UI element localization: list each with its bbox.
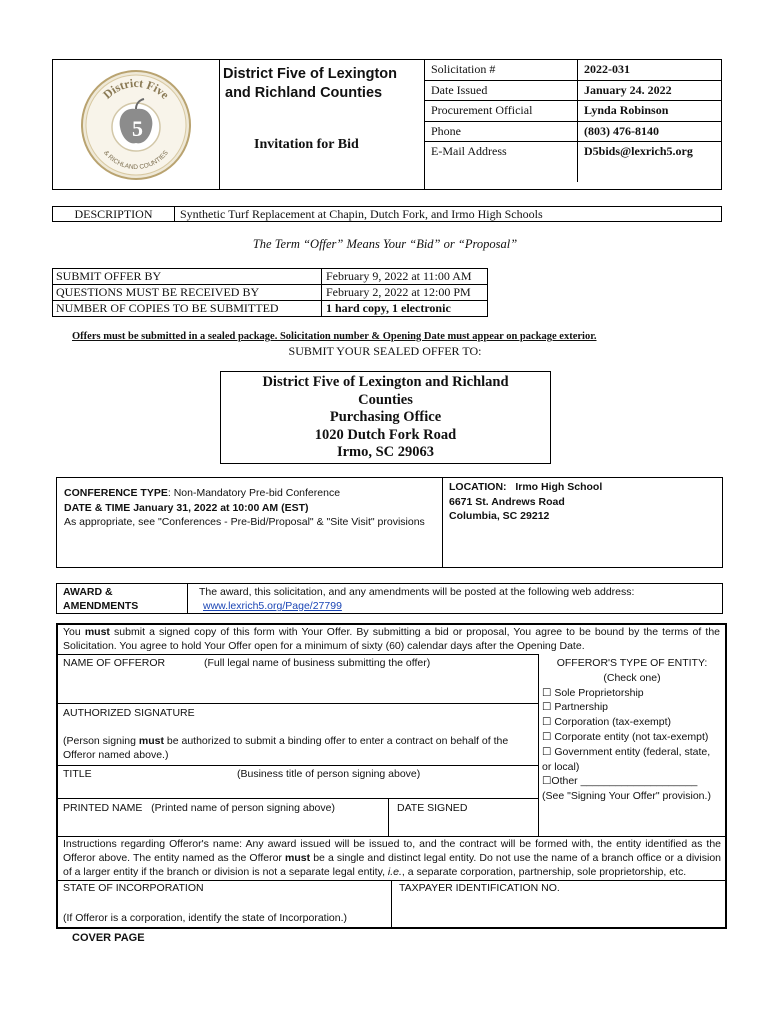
submit-to-heading: SUBMIT YOUR SEALED OFFER TO: — [288, 344, 482, 358]
submission-row — [53, 285, 487, 301]
entity-title: OFFEROR'S TYPE OF ENTITY: — [556, 657, 708, 669]
taxpayer-id-field[interactable] — [392, 881, 725, 927]
mailing-address-box — [220, 371, 551, 464]
logo-text-bottom: & RICHLAND COUNTIES — [102, 149, 170, 172]
address-line: Purchasing Office — [329, 409, 442, 425]
submission-row — [53, 269, 487, 285]
address-line: Counties — [358, 391, 413, 408]
entity-option-partnership[interactable]: ☐ Partnership — [542, 701, 609, 714]
offeror-name-instructions: Instructions regarding Offeror's name: Any award issued will be issued to, and the contract will be formed with, the entity identified as the Offeror above. The entity named as the Offeror must be a single and distinct legal entity. Do not use the name of a branch office or a division of a larger entity if the branch or division is not a separate legal entity, i.e., a separate corporation, partnership, sole proprietorship, etc. — [63, 838, 722, 879]
signature-label: AUTHORIZED SIGNATURE — [63, 707, 195, 719]
cover-page-label: COVER PAGE — [72, 932, 145, 944]
info-row — [425, 60, 721, 81]
address-line: 1020 Dutch Fork Road — [314, 426, 457, 443]
submission-label: QUESTIONS MUST BE RECEIVED BY — [53, 285, 322, 300]
doc-type: Invitation for Bid — [254, 137, 359, 152]
entity-option-corporation-tax-exempt[interactable]: ☐ Corporation (tax-exempt) — [542, 716, 672, 729]
award-text: The award, this solicitation, and any amendments will be posted at the following web address: — [199, 586, 635, 598]
state-of-incorporation-field[interactable] — [58, 881, 391, 927]
info-label: Procurement Official — [425, 101, 578, 121]
authorized-signature-field[interactable] — [58, 704, 538, 766]
info-label: Solicitation # — [425, 60, 578, 80]
date-signed-label: DATE SIGNED — [397, 802, 468, 814]
offeror-name-field[interactable] — [58, 655, 538, 703]
offer-note: The Term “Offer” Means Your “Bid” or “Proposal” — [252, 237, 518, 251]
conference-datetime: DATE & TIME January 31, 2022 at 10:00 AM (EST) — [64, 501, 309, 514]
location-label: LOCATION: — [449, 481, 507, 493]
description-label: DESCRIPTION — [53, 207, 175, 221]
solicitation-number: 2022-031 — [584, 62, 630, 76]
submit-offer-by: February 9, 2022 at 11:00 AM — [326, 269, 472, 283]
address-line: Irmo, SC 29063 — [336, 444, 435, 460]
questions-deadline: February 2, 2022 at 12:00 PM — [326, 285, 471, 299]
state-label: STATE OF INCORPORATION — [63, 882, 204, 894]
conference-type-label: CONFERENCE TYPE — [64, 487, 168, 499]
state-hint: (If Offeror is a corporation, identify the state of Incorporation.) — [63, 912, 348, 924]
award-url-link[interactable]: www.lexrich5.org/Page/27799 — [203, 600, 342, 612]
description-value: Synthetic Turf Replacement at Chapin, Dutch Fork, and Irmo High Schools — [180, 207, 543, 221]
form-intro: You must submit a signed copy of this form with Your Offer. By submitting a bid or proposal, You agree to be bound by the terms of the Solicitation. You agree to hold Your Offer open for a minimum of sixty (60) calendar days after the Opening Date. — [63, 626, 721, 652]
org-name-line2: and Richland Counties — [225, 85, 383, 101]
address-line: District Five of Lexington and Richland — [262, 374, 509, 390]
conference-block — [56, 477, 723, 568]
title-cell — [220, 60, 425, 189]
name-hint: (Full legal name of business submitting the offer) — [204, 657, 431, 669]
offeror-form — [56, 623, 727, 929]
phone: (803) 476-8140 — [584, 123, 659, 138]
signature-hint: (Person signing must be authorized to submit a binding offer to enter a contract on behalf of the Offeror named above.) — [63, 735, 509, 761]
info-label: Date Issued — [425, 81, 578, 101]
date-signed-field[interactable] — [389, 799, 538, 836]
info-row — [425, 81, 721, 102]
logo-cell — [53, 60, 220, 189]
award-block — [56, 583, 723, 614]
email-address[interactable]: D5bids@lexrich5.org — [584, 144, 693, 158]
conference-note: As appropriate, see "Conferences - Pre-Bid/Proposal" & "Site Visit" provisions — [64, 516, 425, 528]
name-label: NAME OF OFFEROR — [63, 657, 166, 669]
submission-label: NUMBER OF COPIES TO BE SUBMITTED — [53, 301, 322, 316]
entity-option-sole-proprietorship[interactable]: ☐ Sole Proprietorship — [542, 686, 644, 699]
header-block — [52, 59, 722, 190]
description-row — [52, 206, 722, 222]
location-street: 6671 St. Andrews Road — [449, 495, 565, 508]
date-issued: January 24. 2022 — [584, 82, 672, 97]
entity-option-corporate-entity[interactable]: ☐ Corporate entity (not tax-exempt) — [542, 730, 709, 743]
title-field[interactable] — [58, 766, 538, 799]
info-row — [425, 122, 721, 143]
title-label: TITLE — [63, 768, 92, 780]
sealed-notice: Offers must be submitted in a sealed package. Solicitation number & Opening Date must appear on package exterior. — [72, 331, 597, 342]
submission-row — [53, 301, 487, 316]
entity-type-group — [542, 656, 722, 804]
info-label: Phone — [425, 122, 578, 142]
procurement-official: Lynda Robinson — [584, 103, 669, 117]
info-row — [425, 101, 721, 122]
entity-note: (See "Signing Your Offer" provision.) — [542, 790, 711, 803]
award-label-line2: AMENDMENTS — [63, 600, 139, 612]
submission-label: SUBMIT OFFER BY — [53, 269, 322, 284]
submission-table — [52, 268, 488, 317]
location-city: Columbia, SC 29212 — [449, 510, 550, 522]
info-row — [425, 142, 721, 182]
printed-name-hint: (Printed name of person signing above) — [151, 802, 335, 814]
entity-option-government[interactable]: ☐ Government entity (federal, state, or local) — [542, 745, 711, 773]
svg-text:5: 5 — [132, 116, 143, 141]
tin-label: TAXPAYER IDENTIFICATION NO. — [399, 882, 560, 894]
award-label-line1: AWARD & — [63, 586, 113, 598]
conference-type-value: : Non-Mandatory Pre-bid Conference — [167, 487, 341, 499]
info-label: E-Mail Address — [425, 142, 578, 182]
logo-text-top: District Five — [100, 75, 172, 102]
title-hint: (Business title of person signing above) — [237, 768, 421, 780]
location-name: Irmo High School — [515, 481, 603, 493]
org-name-line1: District Five of Lexington — [223, 66, 398, 82]
printed-name-field[interactable] — [58, 799, 388, 836]
entity-subtitle: (Check one) — [603, 671, 661, 684]
number-of-copies: 1 hard copy, 1 electronic — [326, 301, 451, 315]
solicitation-info-table — [425, 60, 721, 182]
printed-name-label: PRINTED NAME — [63, 802, 143, 814]
entity-option-other[interactable]: ☐Other ____________________ — [542, 775, 698, 788]
district-logo — [80, 69, 192, 181]
